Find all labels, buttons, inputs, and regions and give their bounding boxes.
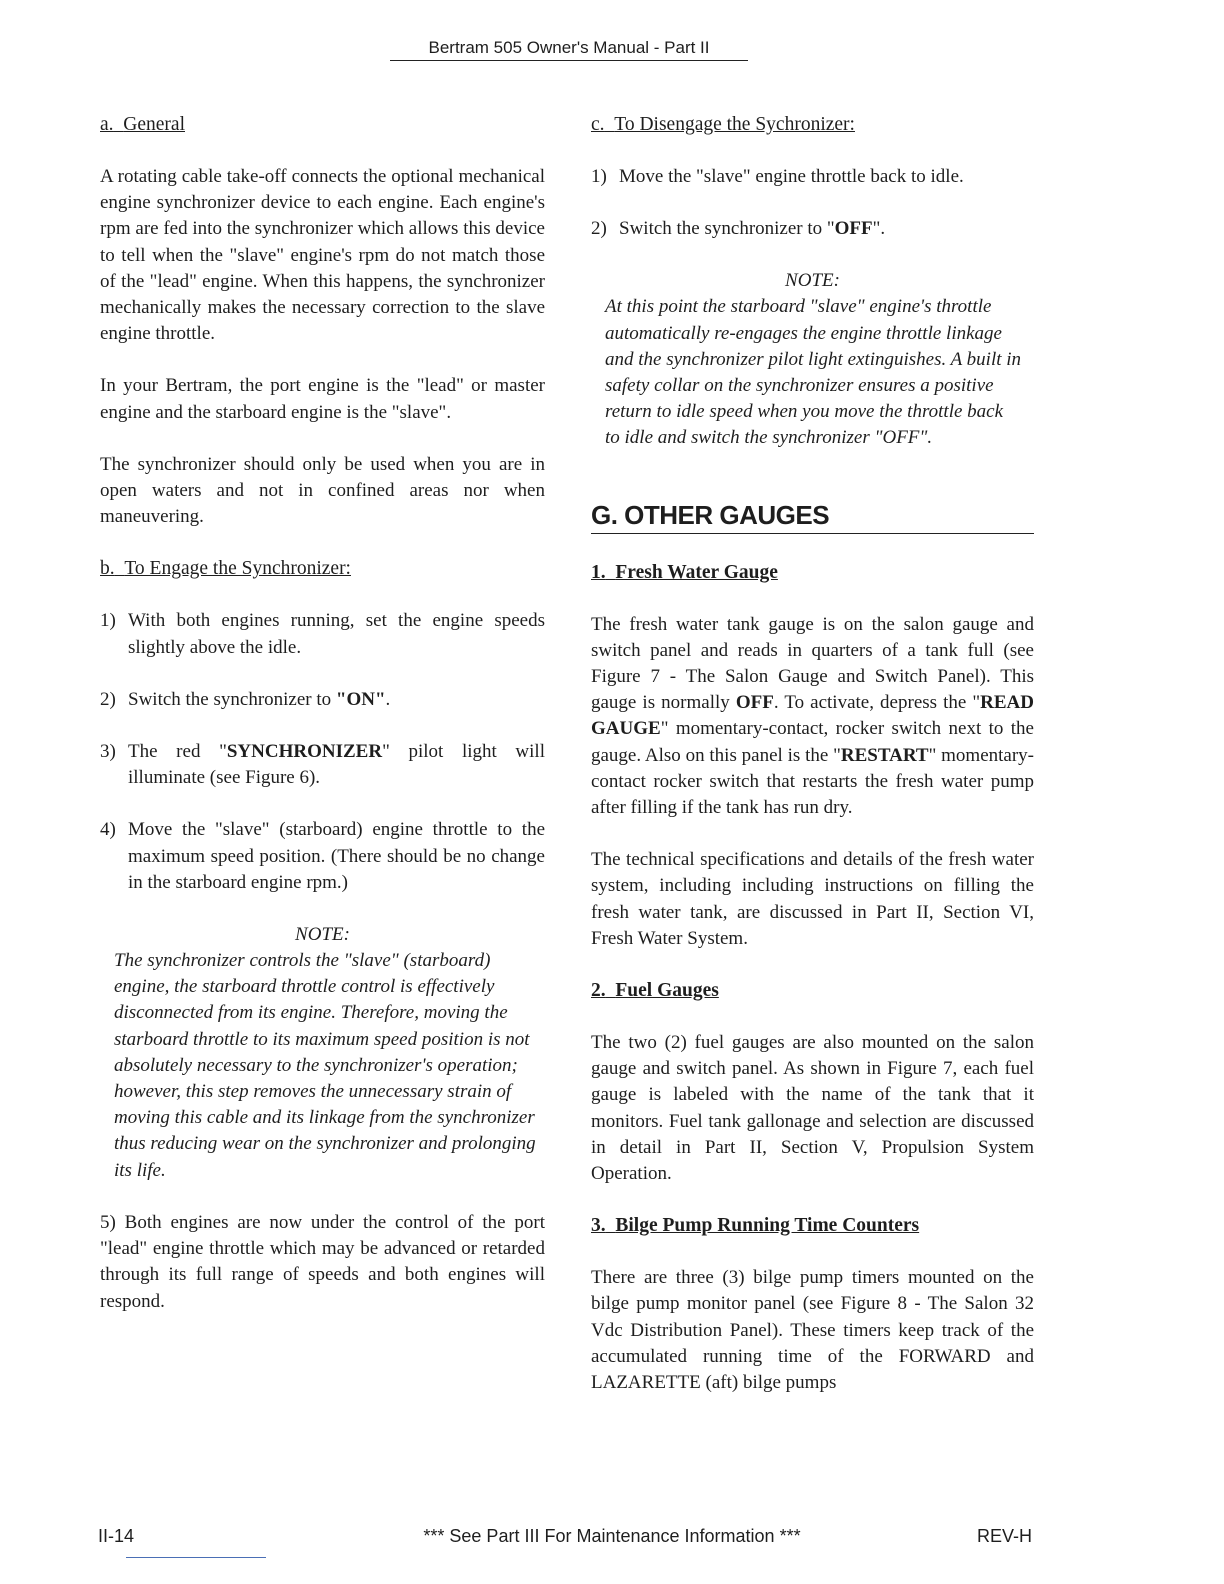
engage-step-5: 5) Both engines are now under the control of the port "lead" engine throttle which may be advanced or retarded through its full range of speeds and both engines will respond. [100, 1211, 545, 1312]
subheading-fresh-water: 1. Fresh Water Gauge [591, 561, 778, 583]
subheading-disengage: c. To Disengage the Sychronizer: [591, 114, 855, 135]
disengage-note-heading: NOTE: [785, 270, 840, 292]
footer-note: *** See Part III For Maintenance Information *** [423, 1526, 801, 1546]
engage-note: The synchronizer controls the "slave" (starboard) engine, the starboard throttle control is effectively disconnected from its engine. Therefore, moving the starboard throttle to its maximum speed position is not absolutely necessary to the synchronizer's operation; however, this step removes the unnecessary strain of moving this cable and its linkage from the synchronizer thus reducing wear on the synchronizer and prolonging its life. [114, 950, 536, 1181]
page-number: II-14 [98, 1526, 135, 1546]
subheading-general: a. General [100, 114, 185, 135]
page-header: Bertram 505 Owner's Manual - Part II [390, 38, 748, 61]
engage-note-heading: NOTE: [295, 924, 350, 946]
fresh-water-paragraph-2: The technical specifications and details of the fresh water system, including including instructions on filling the fresh water tank, are discussed in Part II, Section VI, Fresh Water System. [591, 849, 1034, 949]
revision-label: REV-H [976, 1526, 1032, 1546]
fuel-paragraph: The two (2) fuel gauges are also mounted on the salon gauge and switch panel. As shown in Figure 7, each fuel gauge is labeled with the name of the tank that it monitors. Fuel tank gallonage and selection are discussed in detail in Part II, Section V, Propulsion System Operation. [591, 1032, 1034, 1185]
subheading-engage: b. To Engage the Synchronizer: [100, 558, 351, 580]
subheading-bilge-counters: 3. Bilge Pump Running Time Counters [591, 1215, 920, 1237]
general-paragraph-3: The synchronizer should only be used when you are in open waters and not in confined areas nor when maneuvering. [100, 453, 545, 528]
right-column [591, 112, 1034, 1396]
engage-step-4: 4) Move the "slave" (starboard) engine throttle to the maximum speed position. (There should be no change in the starboard engine rpm.) [100, 819, 545, 893]
engage-step-1: 1) With both engines running, set the engine speeds slightly above the idle. [100, 610, 545, 658]
engage-step-3: 3) The red "SYNCHRONIZER" pilot light will illuminate (see Figure 6). [100, 741, 545, 789]
disengage-step-1: 1) Move the "slave" engine throttle back to idle. [591, 166, 964, 187]
disengage-note: At this point the starboard "slave" engine's throttle automatically re-engages the engine throttle linkage and the synchronizer pilot light extinguishes. A built in safety collar on the synchronizer ensures a positive return to idle speed when you move the throttle back to idle and switch the synchronizer "OFF". [605, 296, 1022, 449]
general-paragraph-1: A rotating cable take-off connects the optional mechanical engine synchronizer device to each engine. Each engine's rpm are fed into the synchronizer which allows this device to tell when the "slave" engine's rpm do not match those of the "lead" engine. When this happens, the synchronizer mechanically makes the necessary correction to the slave engine throttle. [100, 166, 545, 345]
fresh-water-paragraph-1: The fresh water tank gauge is on the salon gauge and switch panel and reads in quarters of a tank full (see Figure 7 - The Salon Gauge and Switch Panel). This gauge is normally OFF. To activate, depress the "READ GAUGE" momentary-contact, rocker switch next to the gauge. Also on this panel is the "RESTART" momentary-contact rocker switch that restarts the fresh water pump after filling if the tank has run dry. [591, 613, 1034, 819]
disengage-step-2: 2) Switch the synchronizer to "OFF". [591, 218, 886, 240]
section-heading-other-gauges: G. OTHER GAUGES [591, 500, 1034, 534]
subheading-fuel-gauges: 2. Fuel Gauges [591, 980, 719, 1002]
bilge-paragraph: There are three (3) bilge pump timers mounted on the bilge pump monitor panel (see Figure 8 - The Salon 32 Vdc Distribution Panel). These timers keep track of the accumulated running time of the FORWARD and LAZARETTE (aft) bilge pumps [591, 1267, 1034, 1394]
engage-step-2: 2) Switch the synchronizer to "ON". [100, 688, 391, 710]
left-column [100, 112, 545, 1315]
footer-rule [126, 1557, 266, 1558]
general-paragraph-2: In your Bertram, the port engine is the "lead" or master engine and the starboard engine is the "slave". [100, 375, 545, 423]
